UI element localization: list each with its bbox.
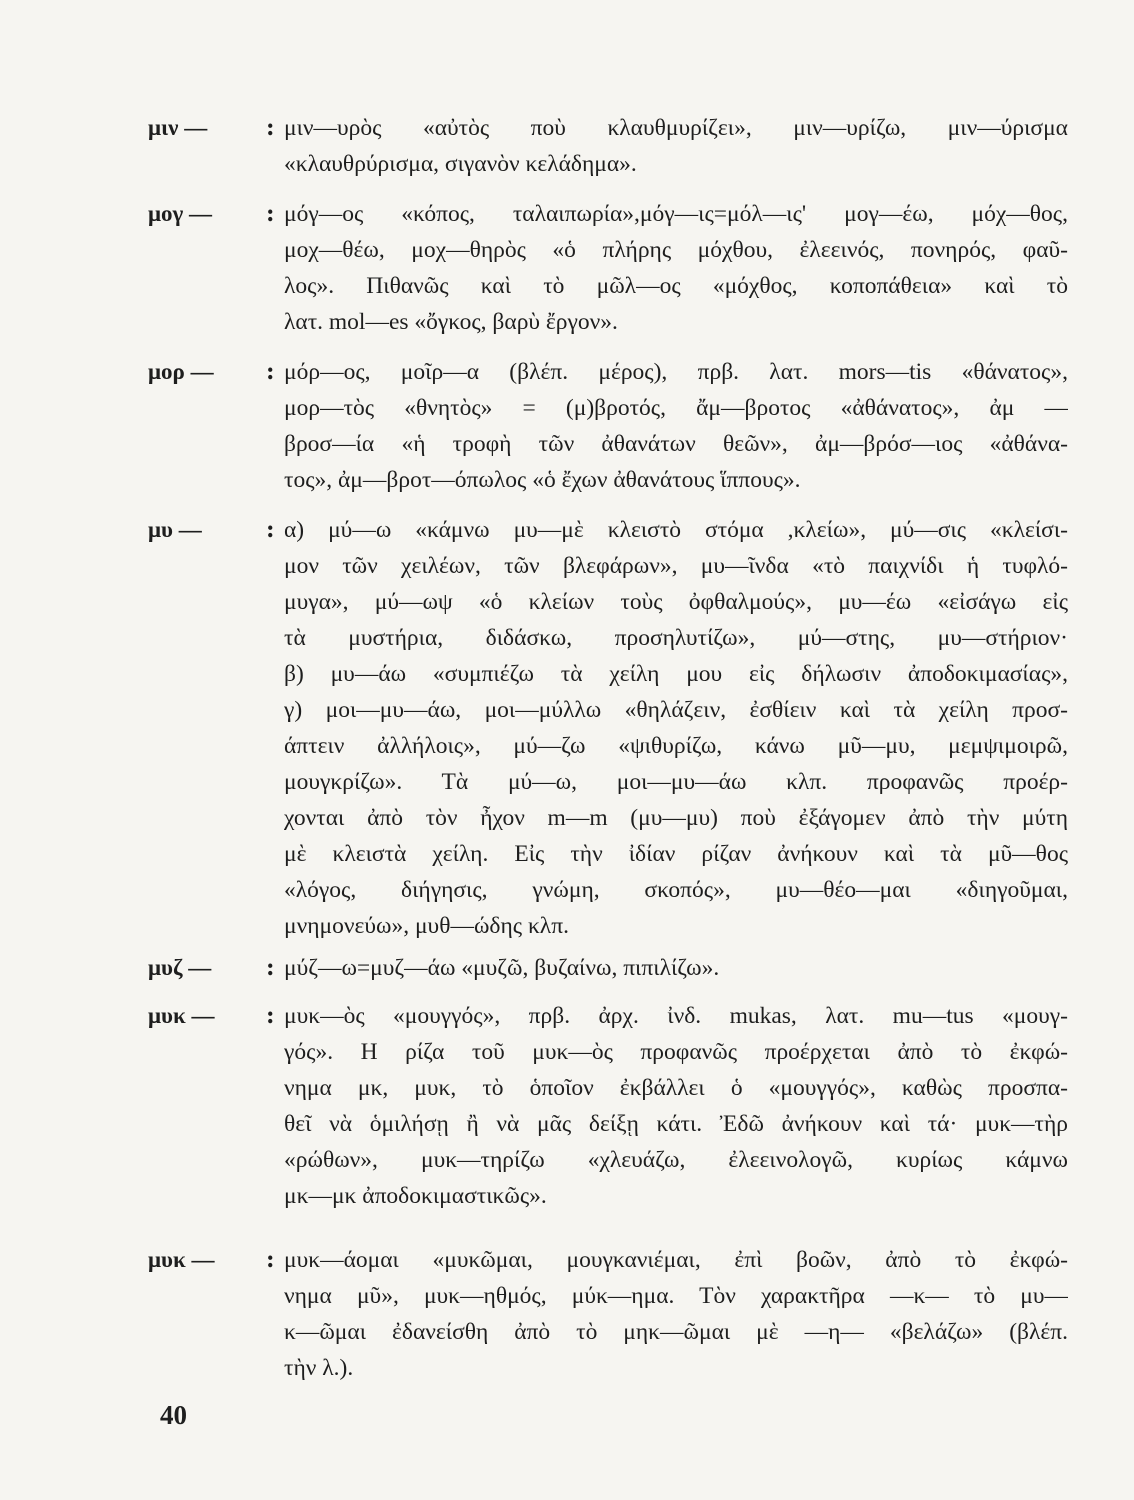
entry-line: μυκ—ὸς «μουγγός», πρβ. ἀρχ. ἰνδ. mukas, λατ. mu—tus «μουγ- [284,1003,1068,1029]
entry-line: μορ—τὸς «θνητὸς» = (μ)βροτός, ἄμ—βροτος «ἀθάνατος», ἀμ — [284,395,1068,421]
entry-line: λατ. mol—es «ὄγκος, βαρὺ ἔργον». [284,309,618,335]
page-number: 40 [160,1400,187,1430]
entry-line: «ρώθων», μυκ—τηρίζω «χλευάζω, ἐλεεινολογῶ, κυρίως κάμνω [284,1147,1068,1173]
entry-body [284,110,1068,182]
entry-line: «κλαυθρύρισμα, σιγανὸν κελάδημα». [284,151,637,177]
entry-line: μύζ—ω=μυζ—άω «μυζῶ, βυζαίνω, πιπιλίζω». [284,955,720,981]
entry-line: «λόγος, διήγησις, γνώμη, σκοπός», μυ—θέο—μαι «διηγοῦμαι, [284,877,1068,903]
entry-line: βροσ—ία «ἡ τροφὴ τῶν ἀθανάτων θεῶν», ἀμ—βρόσ—ιος «ἀθάνα- [284,431,1068,457]
entry-line: μον τῶν χειλέων, τῶν βλεφάρων», μυ—ῖνδα «τὸ παιχνίδι ἡ τυφλό- [284,553,1068,579]
entry-separator: : [266,200,275,227]
entry-separator: : [266,114,275,141]
dictionary-entry [148,196,1068,340]
entry-body [284,950,1068,986]
entry-line: τος», ἀμ—βροτ—όπωλος «ὁ ἔχων ἀθανάτους ἵππους». [284,467,801,493]
entry-separator: : [266,1246,275,1273]
entry-line: λος». Πιθανῶς καὶ τὸ μῶλ—ος «μόχθος, κοποπάθεια» καὶ τὸ [284,273,1068,299]
entry-root: μογ — [148,201,213,226]
entry-body [284,998,1068,1214]
entry-line: γ) μοι—μυ—άω, μοι—μύλλω «θηλάζειν, ἐσθίειν καὶ τὰ χείλη προσ- [284,697,1068,723]
entry-root: μυκ — [148,1003,215,1028]
entry-line: μυκ—άομαι «μυκῶμαι, μουγκανιέμαι, ἐπὶ βοῶν, ἀπὸ τὸ ἐκφώ- [284,1247,1068,1273]
entry-line: β) μυ—άω «συμπιέζω τὰ χείλη μου εἰς δήλωσιν ἀποδοκιμασίας», [284,661,1068,687]
entry-line: κ—ῶμαι ἐδανείσθη ἀπὸ τὸ μηκ—ῶμαι μὲ —η— «βελάζω» (βλέπ. [284,1319,1068,1345]
entry-line: μουγκρίζω». Τὰ μύ—ω, μοι—μυ—άω κλπ. προφανῶς προέρ- [284,769,1068,795]
entry-line: γός». Η ρίζα τοῦ μυκ—ὸς προφανῶς προέρχεται ἀπὸ τὸ ἐκφώ- [284,1039,1068,1065]
dictionary-entry [148,512,1068,944]
entry-list [148,100,1068,1386]
entry-line: μυγα», μύ—ωψ «ὁ κλείων τοὺς ὀφθαλμούς», μυ—έω «εἰσάγω εἰς [284,589,1068,615]
entry-root: μιν — [148,115,208,140]
entry-body [284,354,1068,498]
entry-root: μυ — [148,517,202,542]
entry-line: μιν—υρὸς «αὐτὸς ποὺ κλαυθμυρίζει», μιν—υρίζω, μιν—ύρισμα [284,115,1068,141]
entry-line: μὲ κλειστὰ χείλη. Εἰς τὴν ἰδίαν ρίζαν ἀνήκουν καὶ τὰ μῦ—θος [284,841,1068,867]
entry-body [284,1242,1068,1386]
dictionary-entry [148,998,1068,1214]
entry-line: μόγ—ος «κόπος, ταλαιπωρία»,μόγ—ις=μόλ—ις' μογ—έω, μόχ—θος, [284,201,1068,227]
entry-separator: : [266,358,275,385]
entry-line: α) μύ—ω «κάμνω μυ—μὲ κλειστὸ στόμα ,κλείω», μύ—σις «κλείσι- [284,517,1068,543]
entry-line: άπτειν ἀλλήλοις», μύ—ζω «ψιθυρίζω, κάνω μῦ—μυ, μεμψιμοιρῶ, [284,733,1068,759]
entry-body [284,196,1068,340]
entry-separator: : [266,1002,275,1029]
entry-line: νημα μκ, μυκ, τὸ ὁποῖον ἐκβάλλει ὁ «μουγγός», καθὼς προσπα- [284,1075,1068,1101]
entry-separator: : [266,954,275,981]
entry-root: μορ — [148,359,214,384]
entry-line: τὴν λ.). [284,1355,354,1381]
entry-line: μκ—μκ ἀποδοκιμαστικῶς». [284,1183,547,1209]
entry-root: μυκ — [148,1247,215,1272]
dictionary-entry [148,1242,1068,1386]
entry-line: νημα μῦ», μυκ—ηθμός, μύκ—ημα. Τὸν χαρακτῆρα —κ— τὸ μυ— [284,1283,1068,1309]
entry-separator: : [266,516,275,543]
dictionary-entry [148,950,1068,986]
entry-line: μνημονεύω», μυθ—ώδης κλπ. [284,913,569,939]
entry-line: τὰ μυστήρια, διδάσκω, προσηλυτίζω», μύ—στης, μυ—στήριον· [284,625,1068,651]
entry-line: μοχ—θέω, μοχ—θηρὸς «ὁ πλήρης μόχθου, ἐλεεινός, πονηρός, φαῦ- [284,237,1068,263]
dictionary-entry [148,354,1068,498]
entry-root: μυζ — [148,955,212,980]
entry-line: θεῖ νὰ ὁμιλήσῃ ἢ νὰ μᾶς δείξῃ κάτι. Ἐδῶ ἀνήκουν καὶ τά· μυκ—τὴρ [284,1111,1068,1137]
entry-body [284,512,1068,944]
entry-line: μόρ—ος, μοῖρ—α (βλέπ. μέρος), πρβ. λατ. mors—tis «θάνατος», [284,359,1068,385]
dictionary-entry [148,110,1068,182]
entry-line: χονται ἀπὸ τὸν ἦχον m—m (μυ—μυ) ποὺ ἐξάγομεν ἀπὸ τὴν μύτη [284,805,1068,831]
